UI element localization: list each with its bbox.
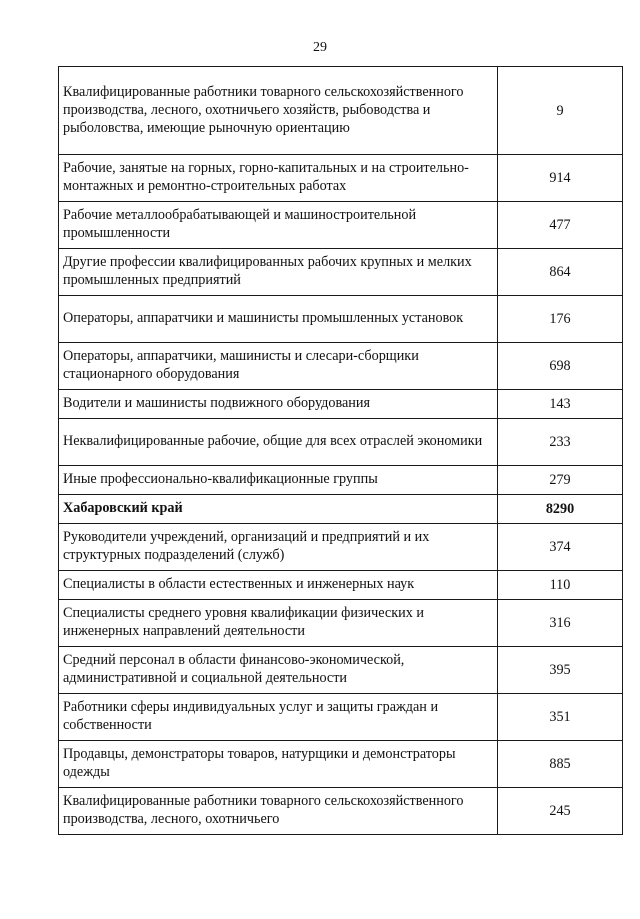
table-row xyxy=(59,694,623,741)
count-cell: 885 xyxy=(498,741,623,788)
occupation-table xyxy=(58,66,623,835)
occupation-name-cell: Иные профессионально-квалификационные группы xyxy=(59,466,498,495)
occupation-name-cell: Другие профессии квалифицированных рабочих крупных и мелких промышленных предприятий xyxy=(59,249,498,296)
region-total-row xyxy=(59,495,623,524)
occupation-name-cell: Водители и машинисты подвижного оборудования xyxy=(59,390,498,419)
table-row xyxy=(59,343,623,390)
occupation-name-cell: Квалифицированные работники товарного сельскохозяйственного производства, лесного, охотничьего хозяйств, рыбоводства и рыболовства, имеющие рыночную ориентацию xyxy=(59,67,498,155)
count-cell: 351 xyxy=(498,694,623,741)
occupation-name-cell: Рабочие, занятые на горных, горно-капитальных и на строительно-монтажных и ремонтно-строительных работах xyxy=(59,155,498,202)
count-cell: 914 xyxy=(498,155,623,202)
occupation-name-cell: Операторы, аппаратчики, машинисты и слесари-сборщики стационарного оборудования xyxy=(59,343,498,390)
table-row xyxy=(59,524,623,571)
count-cell: 143 xyxy=(498,390,623,419)
occupation-name-cell: Средний персонал в области финансово-экономической, административной и социальной деятельности xyxy=(59,647,498,694)
occupation-name-cell: Специалисты среднего уровня квалификации физических и инженерных направлений деятельности xyxy=(59,600,498,647)
count-cell: 176 xyxy=(498,296,623,343)
table-row xyxy=(59,466,623,495)
count-cell: 374 xyxy=(498,524,623,571)
occupation-name-cell: Хабаровский край xyxy=(59,495,498,524)
table-row xyxy=(59,600,623,647)
count-cell: 864 xyxy=(498,249,623,296)
count-cell: 9 xyxy=(498,67,623,155)
table-row xyxy=(59,155,623,202)
occupation-name-cell: Неквалифицированные рабочие, общие для всех отраслей экономики xyxy=(59,419,498,466)
count-cell: 8290 xyxy=(498,495,623,524)
count-cell: 477 xyxy=(498,202,623,249)
count-cell: 245 xyxy=(498,788,623,835)
table-row xyxy=(59,571,623,600)
count-cell: 233 xyxy=(498,419,623,466)
table-row xyxy=(59,647,623,694)
occupation-table-body xyxy=(59,67,623,835)
table-row xyxy=(59,390,623,419)
count-cell: 110 xyxy=(498,571,623,600)
count-cell: 698 xyxy=(498,343,623,390)
occupation-name-cell: Рабочие металлообрабатывающей и машиностроительной промышленности xyxy=(59,202,498,249)
table-row xyxy=(59,296,623,343)
count-cell: 395 xyxy=(498,647,623,694)
table-row xyxy=(59,202,623,249)
occupation-name-cell: Работники сферы индивидуальных услуг и защиты граждан и собственности xyxy=(59,694,498,741)
count-cell: 316 xyxy=(498,600,623,647)
occupation-name-cell: Руководители учреждений, организаций и предприятий и их структурных подразделений (служб) xyxy=(59,524,498,571)
count-cell: 279 xyxy=(498,466,623,495)
table-row xyxy=(59,788,623,835)
occupation-name-cell: Операторы, аппаратчики и машинисты промышленных установок xyxy=(59,296,498,343)
occupation-name-cell: Квалифицированные работники товарного сельскохозяйственного производства, лесного, охотничьего xyxy=(59,788,498,835)
page-number: 29 xyxy=(313,40,327,55)
table-row xyxy=(59,249,623,296)
table-row xyxy=(59,419,623,466)
table-row xyxy=(59,741,623,788)
occupation-name-cell: Специалисты в области естественных и инженерных наук xyxy=(59,571,498,600)
occupation-name-cell: Продавцы, демонстраторы товаров, натурщики и демонстраторы одежды xyxy=(59,741,498,788)
table-row xyxy=(59,67,623,155)
